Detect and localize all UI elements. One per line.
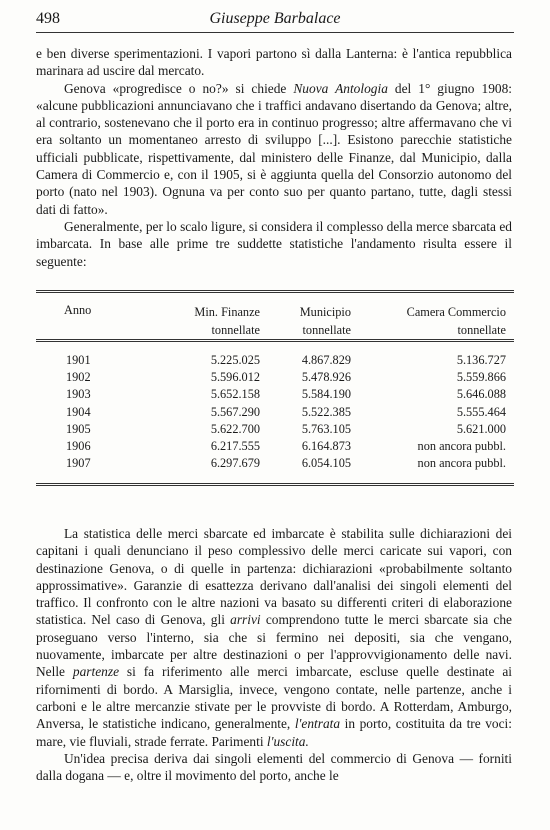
text-block-top bbox=[36, 45, 512, 270]
table-body bbox=[36, 342, 514, 483]
header-anno: Anno bbox=[64, 303, 92, 317]
table-row: 1906 6.217.555 6.164.873 non ancora pubbl. bbox=[66, 438, 506, 453]
table-row: 1907 6.297.679 6.054.105 non ancora pubbl. bbox=[66, 456, 506, 471]
header-rule bbox=[36, 32, 514, 33]
header-municipio: Municipio tonnellate bbox=[299, 305, 351, 337]
table-row: 1905 5.622.700 5.763.105 5.621.000 bbox=[66, 421, 506, 436]
table-bottom-rule bbox=[36, 483, 514, 486]
paragraph-continuation: e ben diverse sperimentazioni. I vapori partono sì dalla Lanterna: è l'antica repubblica marinara ad uscire dal mercato. bbox=[36, 46, 512, 79]
table-row: 1903 5.652.158 5.584.190 5.646.088 bbox=[66, 387, 506, 402]
paragraph-statistica: La statistica delle merci sbarcate ed imbarcate è stabilita sulle dichiarazioni dei capitani i quali denunciano il peso complessivo delle merci caricate sui vapori, con destinazione Genova, o di quelle in partenza: dichiarazioni «probabilmente soltanto approssimative». Garanzie di esattezza derivano dall'analisi dei singoli elementi del traffico. Il confronto con le altre nazioni va basato su differenti criteri di elaborazione statistica. Nel caso di Genova, gli arrivi comprendono tutte le merci sbarcate sia che proseguano verso l'interno, sia che si fermino nei depositi, sia che vengano, nuovamente, imbarcate per altre destinazioni o per l'approvvigionamento delle navi. Nelle partenze si fa riferimento alle merci imbarcate, escluse quelle destinate ai rifornimenti di bordo. A Marsiglia, invece, vengono contate, nelle partenze, anche i carboni e le altre mercanzie stivate per le provviste di bordo. A Rotterdam, Amburgo, Anversa, le statistiche indicano, generalmente, l'entrata in porto, costituita da tre voci: mare, vie fluviali, strade ferrate. Parimenti l'uscita. bbox=[36, 526, 513, 749]
paragraph-generalmente: Generalmente, per lo scalo ligure, si considera il complesso della merce sbarcata ed imbarcata. In base alle prime tre suddette statistiche l'andamento risulta essere il seguente: bbox=[36, 218, 512, 269]
paragraph-genova-quote: Genova «progredisce o no?» si chiede Nuova Antologia del 1° giugno 1908: «alcune pubblicazioni annunciavano che i traffici andavano disertando da Genova; altre, al contrario, sostenevano che il porto era in continuo progresso; altre affermavano che vi era soltanto un momentaneo arresto di sviluppo [...]. Esistono parecchie statistiche ufficiali pubblicate, rispettivamente, dal ministero delle Finanze, dal Municipio, dalla Camera di Commercio e, con il 1905, si è aggiunta quella del Consorzio autonomo del porto (nato nel 1903). Ognuna va per conto suo per quanto partano, tutte, dagli stessi dati di fatto». bbox=[36, 80, 512, 217]
header-camera-commercio: Camera Commercio tonnellate bbox=[406, 305, 506, 337]
header-min-finanze: Min. Finanze tonnellate bbox=[194, 305, 260, 337]
table-row: 1901 5.225.025 4.867.829 5.136.727 bbox=[66, 353, 506, 367]
running-head: Giuseppe Barbalace bbox=[209, 10, 341, 27]
paragraph-idea-precisa: Un'idea precisa deriva dai singoli elementi del commercio di Genova — forniti dalla dogana — e, oltre il movimento del porto, anche le bbox=[36, 750, 512, 784]
table-row: 1902 5.596.012 5.478.926 5.559.866 bbox=[66, 370, 506, 385]
text-block-bottom bbox=[36, 525, 512, 784]
journal-title: Nuova Antologia bbox=[293, 80, 388, 96]
page-number: 498 bbox=[36, 10, 60, 27]
traffic-table bbox=[36, 290, 514, 486]
table-header bbox=[36, 293, 514, 339]
page-header bbox=[36, 10, 514, 32]
table-row: 1904 5.567.290 5.522.385 5.555.464 bbox=[66, 404, 506, 419]
